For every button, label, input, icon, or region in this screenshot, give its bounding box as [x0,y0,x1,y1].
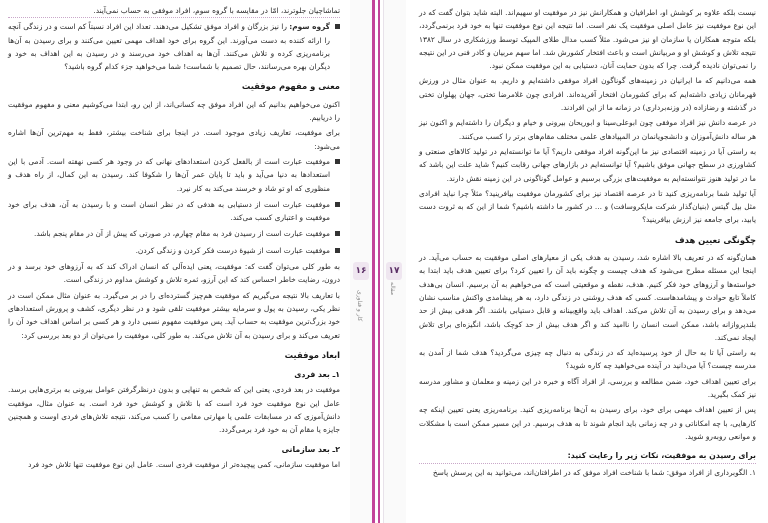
bullet-text: را نیز بزرگان و افراد موفق تشکیل می‌دهند. تعداد این افراد نسبتاً کم است و در زندگی آنچه را ارائه کننده به دست می‌آورند. این گروه برای خود اهداف مهمی تعیین می‌کنند و برای رسیدن به آن‌ها برنامه‌ریزی کرده و تلاش می‌کنند. آن‌ها به اهداف خود می‌رسند و در رسیدن به این اهداف به خود و دیگران بهره می‌رسانند، حال تصمیم با شماست! شما می‌خواهید جزء کدام گروه باشید؟ [8,22,330,72]
bullet-item [8,155,340,195]
left-page-number: ۱۶ [353,262,369,280]
right-page-number: ۱۷ [386,262,402,280]
bullet-square-icon [335,231,340,236]
left-margin-label: کار و فناوری [356,290,363,322]
right-page [405,0,768,523]
numbered-item: ۱. الگوبرداری از افراد موفق: شما با شناخت افراد موفق که در اطرافتان‌اند، می‌توانید به این پرسش پاسخ [432,467,756,477]
bullet-square-icon [335,24,340,29]
bullet-item [8,20,340,73]
paragraph: برای تعیین اهداف خود، ضمن مطالعه و بررسی، از افراد آگاه و خبره در این زمینه و معلمان و مشاور مدرسه نیز کمک بگیرید. [419,376,756,400]
paragraph: در عرصه دانش نیز افراد موفقی چون ابوعلی‌سینا و ابوریحان بیرونی و خیام و دیگران را داشته‌ایم و اکنون نیز هر ساله دانش‌آموزان و دانشجویانمان در المپیادهای علمی مختلف مقام‌های برتر را کسب می‌کنند. [419,118,756,141]
bullet-item [8,244,340,257]
subheading-individual: ۱ـ بعد فردی [294,370,340,380]
paragraph: اما موفقیت سازمانی، کمی پیچیده‌تر از موفقیت فردی است. عامل این نوع موفقیت تنها تلاش خود فرد [28,459,340,469]
bullet-text: موفقیت عبارت است از بالفعل کردن استعدادهای نهانی که در وجود هر کسی نهفته است. آدمی با این استعدادها به دنیا می‌آید و باید تا پایان عمر آن‌ها را شکوفا کند. رسیدن به این کمال، از راه هدف و منظوری که او تو شاد و خرسند می‌کند به کار نیرد. [8,156,330,193]
bullet-text: موفقیت عبارت است از شیوهٔ درست فکر کردن و زندگی کردن. [135,245,330,255]
left-page [0,0,350,523]
paragraph: اکنون می‌خواهیم بدانیم که این افراد موفق چه کسانی‌اند، از این رو، ابتدا می‌کوشیم معنی و مفهوم موفقیت را دریابیم. [8,99,340,123]
binding-line [378,0,380,523]
bullet-item [8,227,340,240]
section-heading-meaning-of-success: معنی و مفهوم موفقیت [241,81,340,92]
bullet-text: موفقیت عبارت است از رسیدن فرد به مقام چهارم، در صورتی که پیش از آن در مقام پنجم باشد. [34,229,330,239]
subheading-organizational: ۲ـ بعد سازمانی [281,444,340,454]
paragraph: به طور کلی می‌توان گفت که: موفقیت، یعنی ایده‌آلی که انسان ادراک کند که به آرزوهای خود برسد و در درون، رضایت خاطر احساس کند که این آرزو، ثمره تلاش و کوشش مداوم در زندگی است. [8,262,340,285]
paragraph: پس از تعیین اهداف مهمی برای خود، برای رسیدن به آن‌ها برنامه‌ریزی کنید. برنامه‌ریزی یعنی تعیین اینکه چه کارهایی، با چه امکاناتی و در چه زمانی باید انجام شوند تا به هدف برسیم. در این مسیر ممکن است با مشکلات و موانعی روبه‌رو شوید. [419,405,756,441]
paragraph: آیا تولید شما برنامه‌ریزی کنید تا در عرصه اقتصاد نیز برای کشورمان موفقیت بیافرینید؟ مثلاً چرا نباید افرادی مثل بیل گیتس (بنیان‌گذار شرکت مایکروسافت) و ... در کشور ما داشته باشیم؟ شما از این که به ثروت دست یابید، برای جامعه نیز ارزش بیافرینید؟ [419,188,756,225]
section-heading-success-tips: برای رسیدن به موفقیت، نکات زیر را رعایت کنید: [419,449,756,463]
bullet-square-icon [335,248,340,253]
bullet-text: موفقیت عبارت است از دستیابی به هدفی که در نظر انسان است و با رسیدن به آن، هدف برای خود موفقیت و اعتباری کسب می‌کند. [8,199,330,223]
paragraph: با تعاریف بالا نتیجه می‌گیریم که موفقیت هم‌چیز گسترده‌ای را در بر می‌گیرد. به عنوان مثال ممکن است در نظر یکی، رسیدن به پول و سرمایه بیشتر موفقیت تلقی شود و در نظر دیگری، کشف و پرورش استعدادهای خود بزرگ‌ترین موفقیت به حساب آید. پس موفقیت مفهوم نسبی دارد و هر کسی بر اساس اهداف خود آن را تعریف می‌کند و برای رسیدن به آن تلاش می‌کند. به طور کلی، موفقیت را می‌توان از دو بعد بررسی کرد: [8,290,340,340]
paragraph: برای موفقیت، تعاریف زیادی موجود است. در اینجا برای شناخت بیشتر، فقط به مهم‌ترین آن‌ها اشاره می‌شود: [8,128,340,151]
binding-line [372,0,375,523]
paragraph: به راستی آیا تا به حال از خود پرسیده‌اید که در زندگی به دنبال چه چیزی می‌گردید؟ هدف شما از آمدن به مدرسه چیست؟ آیا می‌دانید در آینده می‌خواهید چه کاره شوید؟ [419,348,756,371]
paragraph: همه می‌دانیم که ما ایرانیان در زمینه‌های گوناگون افراد موفقی داشته‌ایم و داریم. به عنوان مثال در ورزش قهرمانان زیادی داشته‌ایم که برای کشورمان افتخار آفریده‌اند. افرادی چون غلامرضا تختی، جهان پهلوان تختی در گذشته و رضازاده (در وزنه‌برداری) در زمانه ما از این افرادند. [419,76,756,113]
paragraph: نیست بلکه علاوه بر کوشش او، اطرافیان و همکارانش نیز در موفقیت او سهیم‌اند. البته شاید بتوان گفت که در این نوع موفقیت نیز عامل اصلی موفقیت یک نفر است. اما نتیجه این نوع موفقیت تنها به خود فرد برنمی‌گردد، بلکه متوجه همکاران یا سازمان او نیز می‌شود. مثلاً کسب مدال طلای المپیک توسط ورزشکاری در سال ۱۳۸۲ نتیجه تلاش و کوشش او و مربیانش است و باعث افتخار کشورش شد. اما سهم مربیان و کادر فنی در این نتیجه را نمی‌توان نادیده گرفت. چرا که بدون حمایت آنان، دستیابی به این موفقیت ممکن نبود. [419,8,756,71]
paragraph: به راستی آیا در زمینه اقتصادی نیز ما این‌گونه افراد موفقی داریم؟ آیا ما توانسته‌ایم در تولید کالاهای صنعتی و کشاورزی در سطح جهانی موفق باشیم؟ آیا توانسته‌ایم در بازارهای جهانی رقابت کنیم؟ شاید علت این باشد که ما در تولید هنوز نتوانسته‌ایم به موفقیت‌های بزرگی برسیم و عوامل گوناگونی در این زمینه نقش دارند. [419,146,756,183]
paragraph: همان‌گونه که در تعریف بالا اشاره شد، رسیدن به هدف یکی از معیارهای اصلی موفقیت به حساب می‌آید. در اینجا این مسئله مطرح می‌شود که هدف چیست و چگونه باید آن را تعیین کرد؟ برای تعیین هدف باید ابتدا به خواسته‌ها و آرزوهای خود فکر کنیم. هدف، نقطه و موقعیتی است که می‌خواهیم به آن برسیم. انسان بی‌هدف کاملاً تابع حوادث و پیشامدهاست. کسی که هدف روشنی در زندگی دارد، به هر پیشامدی واکنش مناسب نشان می‌دهد و برای رسیدن به آن تلاش می‌کند. اهداف باید واقع‌بینانه و قابل دستیابی باشند. اگر هدفی بیش از حد بلندپروازانه باشد، ممکن است انسان را ناامید کند و اگر هدف بیش از حد کوچک باشد، انگیزه‌ای برای تلاش ایجاد نمی‌کند. [419,253,756,342]
section-heading-goal-setting: چگونگی تعیین هدف [674,234,756,245]
bullet-square-icon [335,202,340,207]
paragraph: تماشاچیان جلوترند، امّا در مقایسه با گروه سوم، افراد موفقی به حساب نمی‌آیند. [8,4,340,18]
bullet-square-icon [335,159,340,164]
bullet-item [8,198,340,225]
paragraph: موفقیت در بعد فردی، یعنی این که شخص به تنهایی و بدون درنظرگرفتن عوامل بیرونی به برتری‌هایی برسد. عامل این نوع موفقیت خود فرد است که با تلاش و کوشش خود فرد است. به عنوان مثال، موفقیت دانش‌آموزی که در مسابقات علمی یا مهارتی مقامی را کسب می‌کند، نتیجه تلاش‌های فردی اوست و همچنین جایزه یا مقام آن به خود فرد برمی‌گردد. [8,385,340,435]
bullet-label: گروه سوم: [289,22,330,32]
section-heading-dimensions: ابعاد موفقیت [284,349,340,360]
right-margin-label: مقاله [389,282,396,296]
